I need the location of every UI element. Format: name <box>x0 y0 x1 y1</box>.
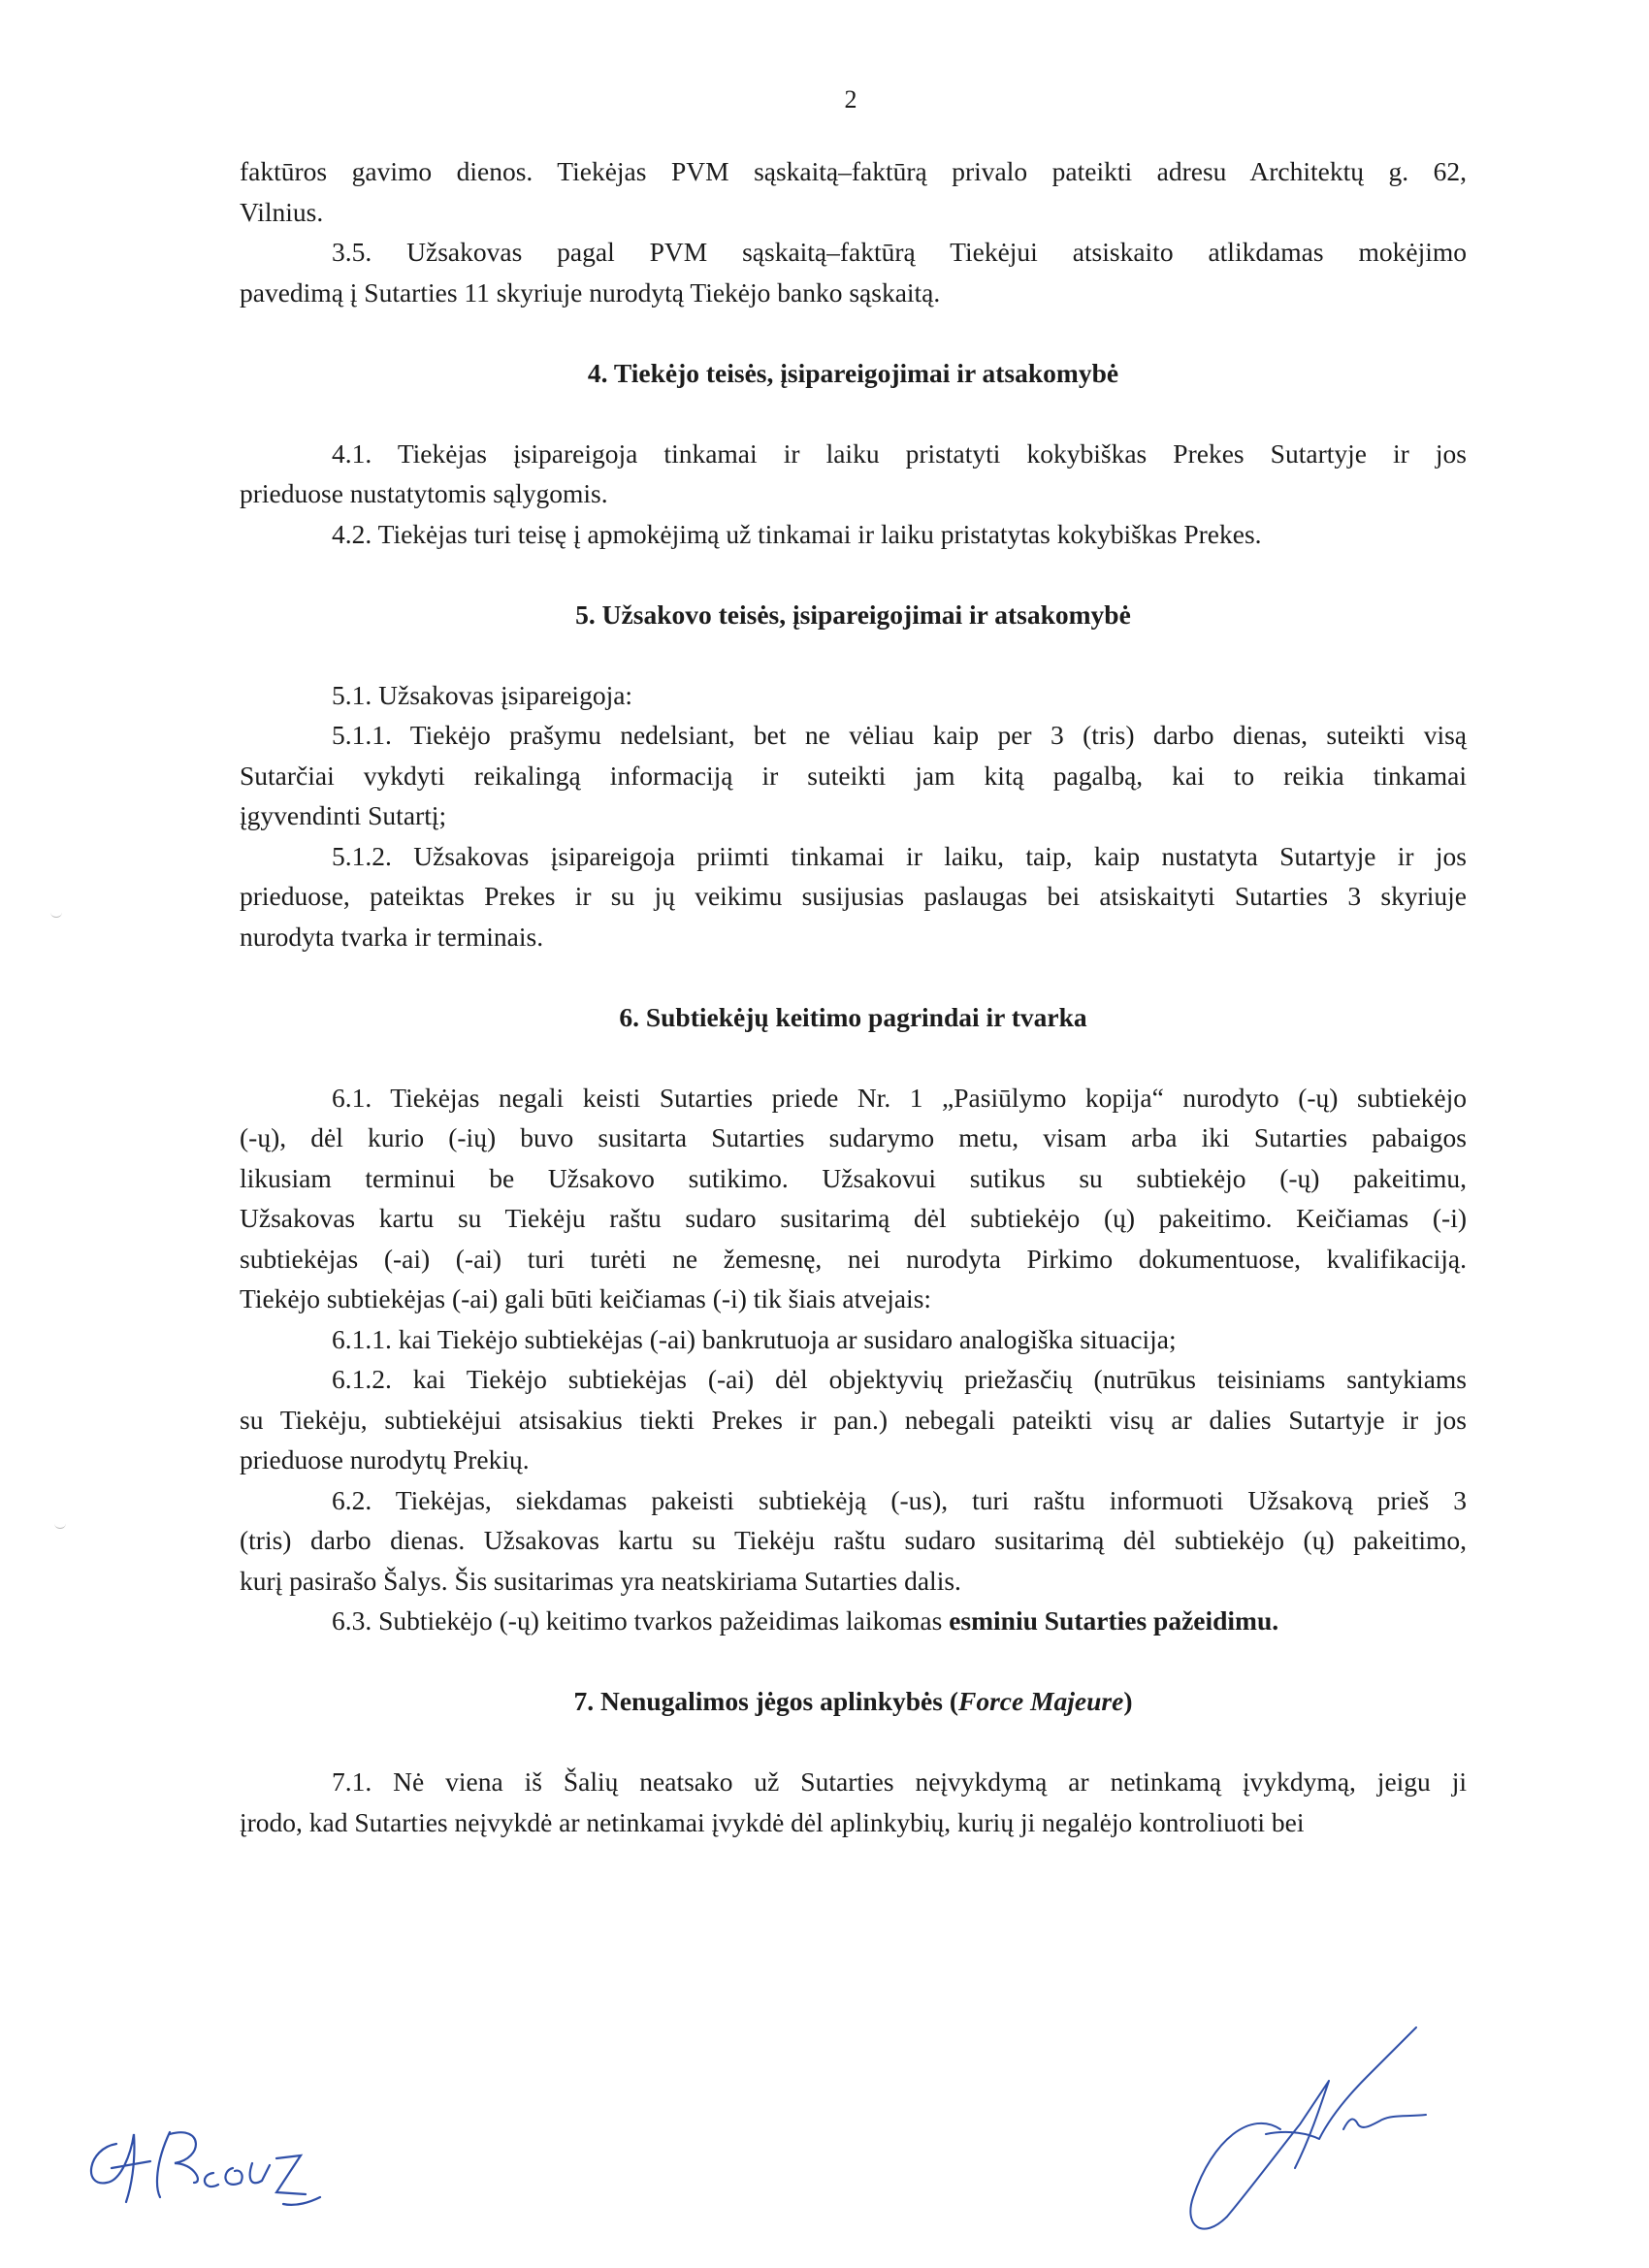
paragraph <box>240 715 1467 836</box>
section-heading <box>240 1681 1467 1722</box>
section-heading <box>240 997 1467 1038</box>
scan-mark <box>50 907 62 918</box>
text-line: su Tiekėju, subtiekėjui atsisakius tiekti Prekes ir pan.) nebegali pateikti visų ar dalies Sutartyje ir jos <box>240 1404 1467 1435</box>
heading-text: 5. Užsakovo teisės, įsipareigojimai ir atsakomybė <box>575 599 1131 630</box>
text-line: įrodo, kad Sutarties neįvykdė ar netinkamai įvykdė dėl aplinkybių, kurių ji negalėjo kontroliuoti bei <box>240 1806 1305 1837</box>
text-line: Vilnius. <box>240 196 324 227</box>
text-line: likusiam terminui be Užsakovo sutikimo. Užsakovui sutikus su subtiekėjo (-ų) pakeitimu, <box>240 1162 1467 1193</box>
paragraph <box>240 434 1467 514</box>
text-line: nurodyta tvarka ir terminais. <box>240 921 544 952</box>
text-segment: 6.3. Subtiekėjo (-ų) keitimo tvarkos pažeidimas laikomas <box>332 1605 950 1636</box>
paragraph <box>240 1359 1467 1480</box>
text-line: 5.1.2. Užsakovas įsipareigoja priimti tinkamai ir laiku, taip, kaip nustatyta Sutartyje ir jos <box>332 840 1467 871</box>
text-line: 7.1. Nė viena iš Šalių neatsako už Sutarties neįvykdymą ar netinkamą įvykdymą, jeigu ji <box>332 1766 1467 1797</box>
signature-right <box>1174 2023 1455 2246</box>
text-line: Tiekėjo subtiekėjas (-ai) gali būti keičiamas (-i) tik šiais atvejais: <box>240 1283 932 1313</box>
text-line <box>240 1601 1467 1641</box>
signature-left <box>78 2105 369 2221</box>
text-line: faktūros gavimo dienos. Tiekėjas PVM sąskaitą–faktūrą privalo pateikti adresu Architektų g. 62, <box>240 156 1467 186</box>
text-line: prieduose nustatytomis sąlygomis. <box>240 478 608 508</box>
text-line: Užsakovas kartu su Tiekėju raštu sudaro susitarimą dėl subtiekėjo (ų) pakeitimo. Keičiamas (-i) <box>240 1203 1467 1233</box>
text-line: 4.2. Tiekėjas turi teisę į apmokėjimą už tinkamai ir laiku pristatytas kokybiškas Prekes. <box>332 518 1262 549</box>
heading-text: Force Majeure <box>958 1686 1124 1716</box>
text-line: kurį pasirašo Šalys. Šis susitarimas yra neatskiriama Sutarties dalis. <box>240 1565 961 1596</box>
heading-text: 4. Tiekėjo teisės, įsipareigojimai ir atsakomybė <box>587 357 1119 388</box>
text-line: 6.2. Tiekėjas, siekdamas pakeisti subtiekėją (-us), turi raštu informuoti Užsakovą prieš 3 <box>332 1484 1467 1515</box>
text-line: prieduose nurodytų Prekių. <box>240 1444 530 1474</box>
text-line: subtiekėjas (-ai) (-ai) turi turėti ne žemesnę, nei nurodyta Pirkimo dokumentuose, kvalifikaciją. <box>240 1243 1467 1274</box>
paragraph <box>240 1078 1467 1319</box>
text-line: prieduose, pateiktas Prekes ir su jų veikimu susijusias paslaugas bei atsiskaityti Sutarties 3 skyriuje <box>240 881 1467 911</box>
paragraph <box>240 1762 1467 1842</box>
paragraph <box>240 675 1467 716</box>
text-line: 3.5. Užsakovas pagal PVM sąskaitą–faktūrą Tiekėjui atsiskaito atlikdamas mokėjimo <box>332 237 1467 267</box>
text-line: 5.1. Užsakovas įsipareigoja: <box>332 679 633 710</box>
paragraph <box>240 1480 1467 1602</box>
paragraph <box>240 1601 1467 1641</box>
paragraph <box>240 514 1467 555</box>
scan-mark <box>54 1518 66 1529</box>
text-line: 6.1. Tiekėjas negali keisti Sutarties priede Nr. 1 „Pasiūlymo kopija“ nurodyto (-ų) subtiekėjo <box>332 1082 1467 1113</box>
text-line: 5.1.1. Tiekėjo prašymu nedelsiant, bet ne vėliau kaip per 3 (tris) darbo dienas, suteikti visą <box>332 720 1467 750</box>
text-line: pavedimą į Sutarties 11 skyriuje nurodytą Tiekėjo banko sąskaitą. <box>240 276 941 308</box>
section-heading <box>240 353 1467 394</box>
heading-text: 6. Subtiekėjų keitimo pagrindai ir tvarka <box>619 1001 1087 1032</box>
text-line: 6.1.1. kai Tiekėjo subtiekėjas (-ai) bankrutuoja ar susidaro analogiška situacija; <box>332 1323 1177 1354</box>
document-body <box>240 151 1467 1842</box>
text-line: (-ų), dėl kurio (-ių) buvo susitarta Sutarties sudarymo metu, visam arba iki Sutarties pabaigos <box>240 1122 1467 1152</box>
paragraph <box>240 151 1467 232</box>
heading-text: ) <box>1123 1686 1133 1716</box>
emphasized-text: esminiu Sutarties pažeidimu. <box>949 1605 1279 1636</box>
paragraph <box>240 1319 1467 1360</box>
text-line: 4.1. Tiekėjas įsipareigoja tinkamai ir laiku pristatyti kokybiškas Prekes Sutartyje ir jos <box>332 437 1467 469</box>
text-line: įgyvendinti Sutartį; <box>240 800 447 830</box>
text-line: Sutarčiai vykdyti reikalingą informaciją ir suteikti jam kitą pagalbą, kai to reikia tinkamai <box>240 760 1467 791</box>
text-line: (tris) darbo dienas. Užsakovas kartu su Tiekėju raštu sudaro susitarimą dėl subtiekėjo (ų) pakeitimo, <box>240 1525 1467 1555</box>
section-heading <box>240 595 1467 635</box>
heading-text: 7. Nenugalimos jėgos aplinkybės ( <box>573 1686 958 1716</box>
page-number: 2 <box>844 85 857 113</box>
paragraph <box>240 232 1467 312</box>
text-line: 6.1.2. kai Tiekėjo subtiekėjas (-ai) dėl objektyvių priežasčių (nutrūkus teisiniams santykiams <box>332 1364 1467 1394</box>
paragraph <box>240 836 1467 957</box>
